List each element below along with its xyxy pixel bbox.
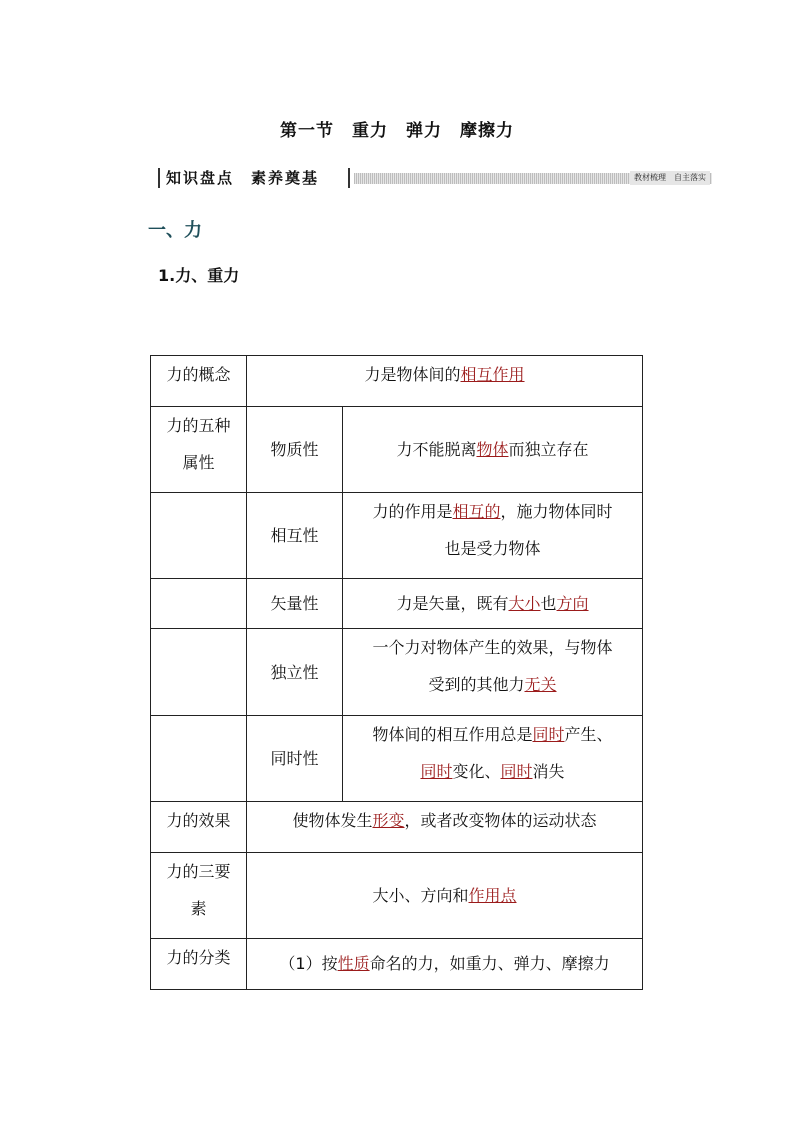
attribute-desc: 力不能脱离物体而独立存在 (343, 407, 643, 493)
row-label (151, 579, 247, 629)
table-row (151, 407, 643, 493)
banner-tag: 教材梳理 自主落实 (630, 171, 710, 185)
page-title: 第一节 重力 弹力 摩擦力 (280, 121, 514, 141)
key-term: 性质 (337, 954, 370, 973)
key-term: 作用点 (468, 886, 517, 905)
knowledge-table (150, 355, 643, 990)
attribute-name: 独立性 (247, 629, 343, 716)
table-row (151, 853, 643, 939)
row-content: （1）按性质命名的力，如重力、弹力、摩擦力 (247, 939, 643, 990)
row-label: 力的效果 (151, 802, 247, 853)
key-term: 同时 (420, 762, 453, 781)
attribute-name: 相互性 (247, 493, 343, 579)
banner-label: 知识盘点 素养奠基 (158, 168, 350, 188)
row-label (151, 493, 247, 579)
attribute-name: 同时性 (247, 716, 343, 802)
table-row (151, 493, 643, 579)
key-term: 方向 (556, 594, 589, 613)
key-term: 同时 (500, 762, 533, 781)
table-row (151, 356, 643, 407)
attribute-desc: 一个力对物体产生的效果，与物体 受到的其他力无关 (343, 629, 643, 716)
table-row (151, 579, 643, 629)
attribute-desc: 物体间的相互作用总是同时产生、 同时变化、同时消失 (343, 716, 643, 802)
key-term: 形变 (372, 811, 405, 830)
row-label (151, 629, 247, 716)
row-label: 力的概念 (151, 356, 247, 407)
key-term: 大小 (508, 594, 541, 613)
row-content: 力是物体间的相互作用 (247, 356, 643, 407)
row-content: 使物体发生形变，或者改变物体的运动状态 (247, 802, 643, 853)
row-label: 力的分类 (151, 939, 247, 990)
section-heading: 一、力 (148, 220, 202, 241)
row-content: 大小、方向和作用点 (247, 853, 643, 939)
row-label: 力的三要 素 (151, 853, 247, 939)
attribute-desc: 力的作用是相互的，施力物体同时 也是受力物体 (343, 493, 643, 579)
key-term: 同时 (532, 725, 565, 744)
row-label: 力的五种 属性 (151, 407, 247, 493)
row-label (151, 716, 247, 802)
table-row (151, 716, 643, 802)
attribute-desc: 力是矢量，既有大小也方向 (343, 579, 643, 629)
key-term: 物体 (476, 440, 509, 459)
key-term: 相互作用 (460, 365, 525, 384)
table-row (151, 629, 643, 716)
sub-heading: 1.力、重力 (158, 266, 240, 285)
attribute-name: 物质性 (247, 407, 343, 493)
section-banner (158, 168, 712, 188)
key-term: 无关 (524, 675, 557, 694)
attribute-name: 矢量性 (247, 579, 343, 629)
table-row (151, 939, 643, 990)
table-row (151, 802, 643, 853)
key-term: 相互的 (452, 502, 501, 521)
